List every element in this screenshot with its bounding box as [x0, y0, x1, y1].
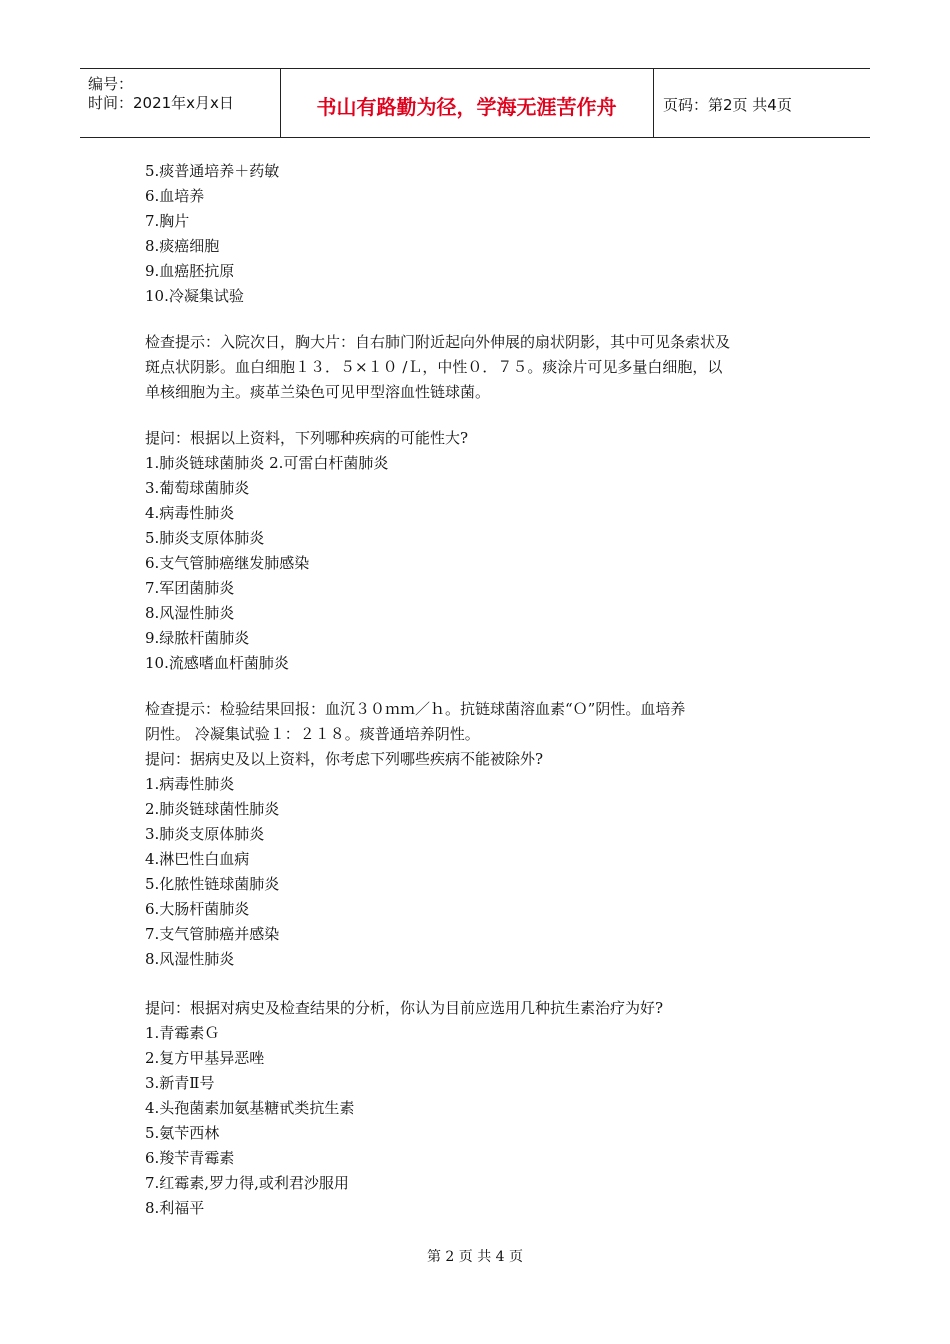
option-item: 4.病毒性肺炎	[145, 504, 235, 522]
question-prompt: 提问：根据对病史及检查结果的分析，你认为目前应选用几种抗生素治疗为好?	[145, 999, 664, 1017]
header-left-cell	[80, 69, 281, 137]
option-item: 9.绿脓杆菌肺炎	[145, 629, 250, 647]
option-item: 6.羧苄青霉素	[145, 1149, 235, 1167]
option-item: 7.红霉素,罗力得,或利君沙服用	[145, 1174, 349, 1192]
spacer	[145, 405, 810, 426]
list-item: 9.血癌胚抗原	[145, 262, 235, 280]
question-prompt: 提问：据病史及以上资料，你考虑下列哪些疾病不能被除外?	[145, 750, 544, 768]
question-prompt: 提问：根据以上资料，下列哪种疾病的可能性大?	[145, 429, 469, 447]
paragraph-line: 单核细胞为主。痰革兰染色可见甲型溶血性链球菌。	[145, 383, 491, 401]
option-item: 5.氨苄西林	[145, 1124, 220, 1142]
paragraph-line: 阴性。 冷凝集试验１：２１８。痰普通培养阴性。	[145, 725, 480, 743]
option-item: 4.淋巴性白血病	[145, 850, 250, 868]
option-item: 8.风湿性肺炎	[145, 950, 235, 968]
question-2	[145, 747, 810, 972]
spacer	[145, 676, 810, 697]
option-item: 2.肺炎链球菌性肺炎	[145, 800, 280, 818]
option-item: 6.支气管肺癌继发肺感染	[145, 554, 310, 572]
list-item: 6.血培养	[145, 187, 205, 205]
question-1	[145, 426, 810, 676]
header-page-label: 页码：第2页 共4页	[663, 96, 792, 114]
paragraph-line: 斑点状阴影。血白细胞１３．５×１０ /Ｌ，中性０．７５。痰涂片可见多量白细胞，以	[145, 358, 723, 376]
option-item: 1.肺炎链球菌肺炎 2.可雷白杆菌肺炎	[145, 454, 389, 472]
paragraph-line: 检查提示：入院次日，胸大片：自右肺门附近起向外伸展的扇状阴影，其中可见条索状及	[145, 333, 731, 351]
exam-items-list	[145, 159, 810, 309]
list-item: 10.冷凝集试验	[145, 287, 244, 305]
option-item: 5.肺炎支原体肺炎	[145, 529, 265, 547]
option-item: 8.利福平	[145, 1199, 205, 1217]
option-item: 4.头孢菌素加氨基糖甙类抗生素	[145, 1099, 355, 1117]
option-item: 2.复方甲基异恶唑	[145, 1049, 265, 1067]
option-item: 8.风湿性肺炎	[145, 604, 235, 622]
option-item: 3.新青Ⅱ号	[145, 1074, 215, 1092]
question-3	[145, 996, 810, 1221]
header-right-cell	[653, 69, 870, 137]
paragraph-line: 检查提示：检验结果回报：血沉３０ｍｍ／ｈ。抗链球菌溶血素“Ｏ”阴性。血培养	[145, 700, 686, 718]
page-footer: 第 2 页 共 4 页	[426, 1249, 524, 1265]
list-item: 7.胸片	[145, 212, 190, 230]
document-number-label: 编号：	[88, 75, 134, 93]
list-item: 5.痰普通培养＋药敏	[145, 162, 280, 180]
header-motto: 书山有路勤为径，学海无涯苦作舟	[316, 95, 617, 119]
option-item: 3.肺炎支原体肺炎	[145, 825, 265, 843]
option-item: 10.流感嗜血杆菌肺炎	[145, 654, 289, 672]
option-item: 3.葡萄球菌肺炎	[145, 479, 250, 497]
option-item: 6.大肠杆菌肺炎	[145, 900, 250, 918]
exam-hint-paragraph-1	[145, 330, 810, 405]
list-item: 8.痰癌细胞	[145, 237, 220, 255]
document-body	[145, 159, 810, 1221]
spacer	[145, 972, 810, 996]
option-item: 1.青霉素Ｇ	[145, 1024, 220, 1042]
spacer	[145, 309, 810, 330]
option-item: 7.支气管肺癌并感染	[145, 925, 280, 943]
exam-hint-paragraph-2	[145, 697, 810, 747]
option-item: 1.病毒性肺炎	[145, 775, 235, 793]
option-item: 5.化脓性链球菌肺炎	[145, 875, 280, 893]
page-header	[80, 68, 870, 138]
document-time-label: 时间：2021年x月x日	[88, 94, 234, 112]
header-middle-cell	[280, 69, 654, 137]
option-item: 7.军团菌肺炎	[145, 579, 235, 597]
